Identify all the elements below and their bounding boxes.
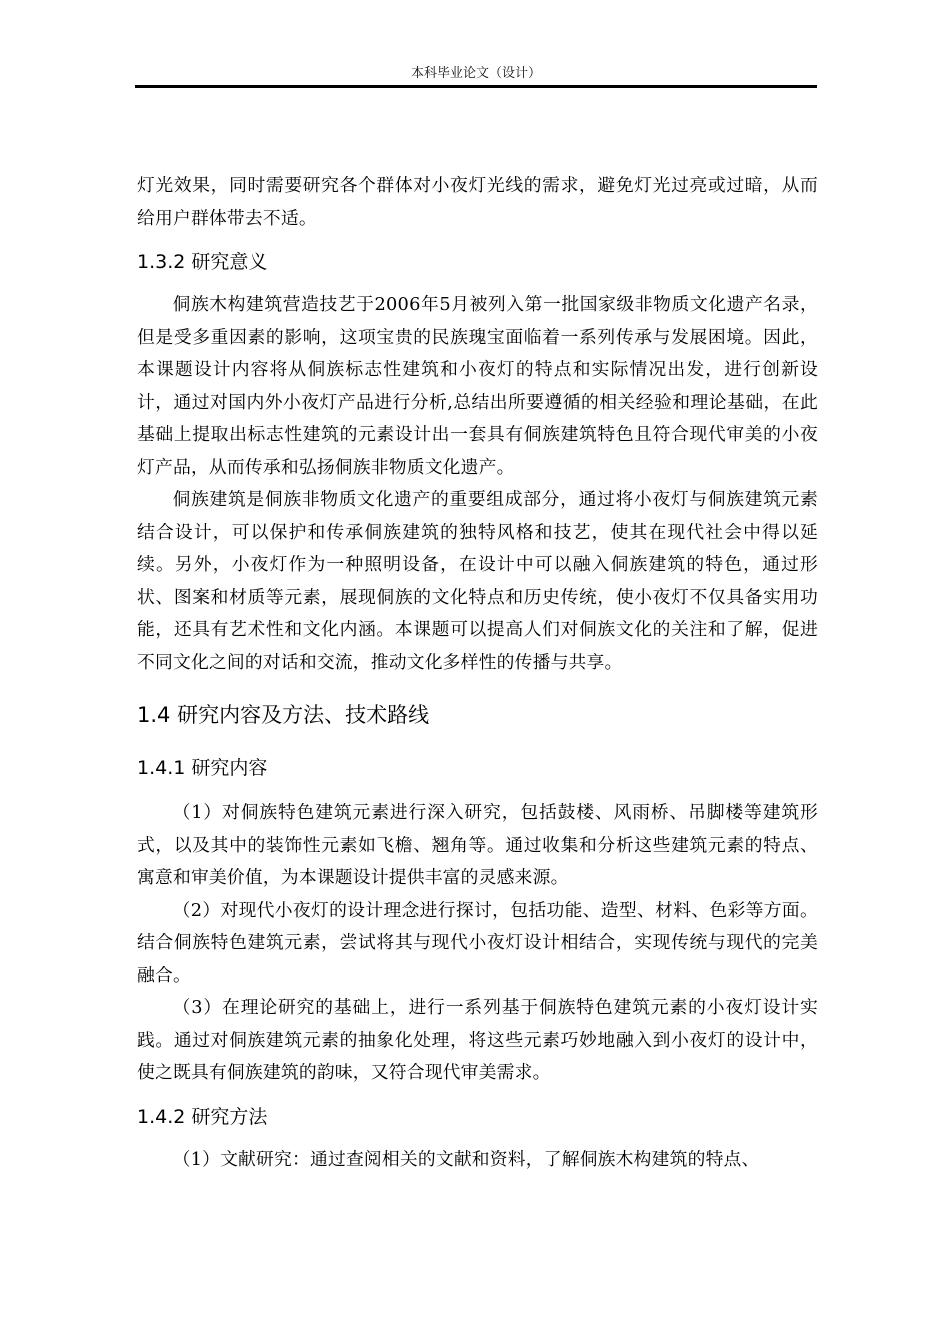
document-body bbox=[137, 170, 818, 1176]
section-heading-1-4-2: 1.4.2 研究方法 bbox=[137, 1105, 268, 1128]
paragraph-content-2: （2）对现代小夜灯的设计理念进行探讨，包括功能、造型、材料、色彩等方面。结合侗族特色建筑元素，尝试将其与现代小夜灯设计相结合，实现传统与现代的完美融合。 bbox=[137, 899, 818, 986]
paragraph-content-3: （3）在理论研究的基础上，进行一系列基于侗族特色建筑元素的小夜灯设计实践。通过对侗族建筑元素的抽象化处理，将这些元素巧妙地融入到小夜灯的设计中，使之既具有侗族建筑的韵味，又符合现代审美需求。 bbox=[137, 997, 818, 1083]
paragraph-continued: 灯光效果，同时需要研究各个群体对小夜灯光线的需求，避免灯光过亮或过暗，从而给用户群体带去不适。 bbox=[137, 175, 818, 229]
paragraph-method-1: （1）文献研究：通过查阅相关的文献和资料，了解侗族木构建筑的特点、 bbox=[172, 1148, 760, 1170]
paragraph-significance-2: 侗族建筑是侗族非物质文化遗产的重要组成部分，通过将小夜灯与侗族建筑元素结合设计，可以保护和传承侗族建筑的独特风格和技艺，使其在现代社会中得以延续。另外，小夜灯作为一种照明设备，在设计中可以融入侗族建筑的特色，通过形状、图案和材质等元素，展现侗族的文化特点和历史传统，使小夜灯不仅具备实用功能，还具有艺术性和文化内涵。本课题可以提高人们对侗族文化的关注和了解，促进不同文化之间的对话和交流，推动文化多样性的传播与共享。 bbox=[137, 489, 818, 673]
paragraph-content-1: （1）对侗族特色建筑元素进行深入研究，包括鼓楼、风雨桥、吊脚楼等建筑形式，以及其中的装饰性元素如飞檐、翘角等。通过收集和分析这些建筑元素的特点、寓意和审美价值，为本课题设计提供丰富的灵感来源。 bbox=[137, 802, 818, 888]
section-heading-1-3-2: 1.3.2 研究意义 bbox=[137, 251, 268, 273]
page-header: 本科毕业论文（设计） bbox=[410, 66, 541, 81]
section-heading-1-4-1: 1.4.1 研究内容 bbox=[137, 757, 268, 779]
section-heading-1-4: 1.4 研究内容及方法、技术路线 bbox=[137, 703, 430, 727]
header-rule bbox=[135, 85, 817, 88]
paragraph-significance-1: 侗族木构建筑营造技艺于2006年5月被列入第一批国家级非物质文化遗产名录，但是受多重因素的影响，这项宝贵的民族瑰宝面临着一系列传承与发展困境。因此，本课题设计内容将从侗族标志性建筑和小夜灯的特点和实际情况出发，进行创新设计，通过对国内外小夜灯产品进行分析,总结出所要遵循的相关经验和理论基础，在此基础上提取出标志性建筑的元素设计出一套具有侗族建筑特色且符合现代审美的小夜灯产品，从而传承和弘扬侗族非物质文化遗产。 bbox=[137, 294, 818, 478]
